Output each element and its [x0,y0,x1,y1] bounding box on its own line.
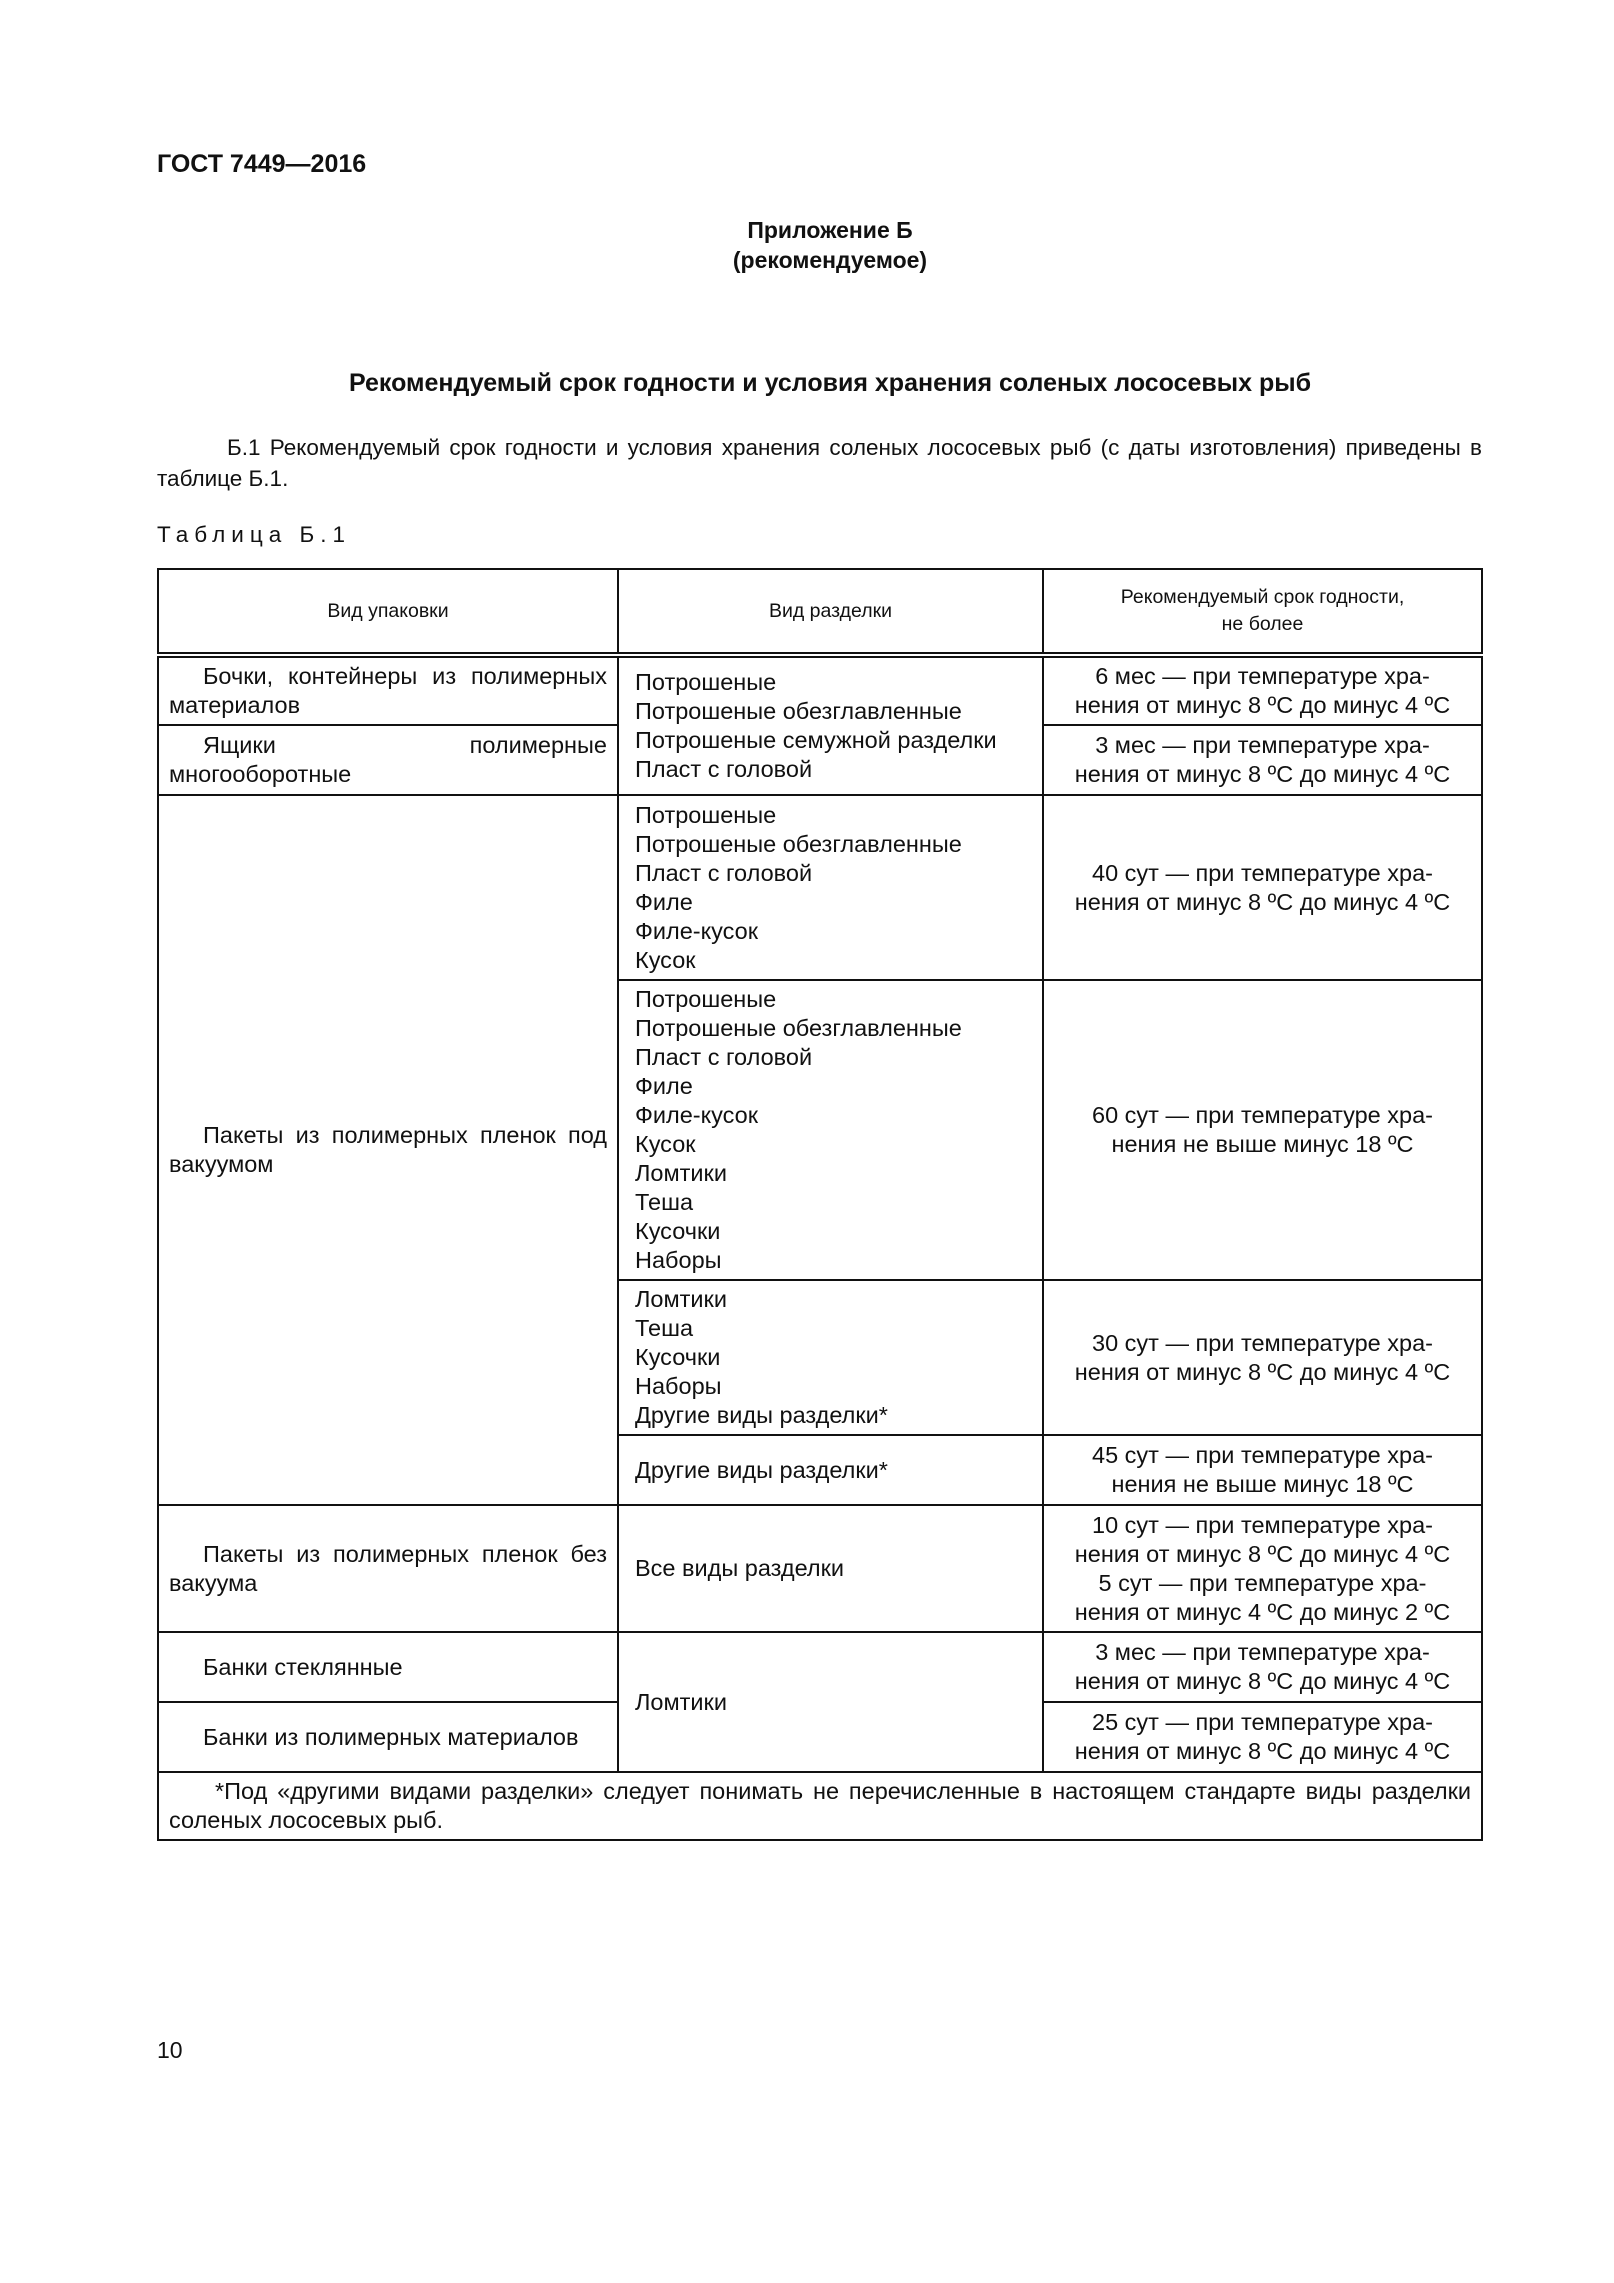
storage-table [157,568,1483,1841]
footnote-row [158,1772,1482,1840]
footnote: *Под «другими видами разделки» следует понимать не перечисленные в настоящем стандарте виды разделки соленых лососевых рыб. [158,1772,1482,1840]
cut-item: Филе [635,1073,693,1099]
cut-cell [618,1632,1043,1772]
cut-item: Кусочки [635,1344,721,1370]
cut-cell [618,655,1043,795]
cut-item: Потрошеные [635,986,777,1012]
cut-item: Потрошеные [635,801,777,828]
packaging-cell: Банки из полимерных материалов [158,1702,618,1772]
table-row [158,1505,1482,1632]
cut-cell [618,1505,1043,1632]
cut-item: Теша [635,1315,694,1341]
cut-item: Потрошеные обезглавленные [635,830,962,857]
term-line: 6 мес — при температуре хра- [1095,663,1430,689]
term-line: 30 сут — при температуре хра- [1092,1329,1433,1356]
header-term-line: не более [1221,613,1304,635]
cut-item: Все виды разделки [635,1555,845,1581]
packaging-cell: Банки стеклянные [158,1632,618,1702]
cut-cell [618,795,1043,980]
cut-item: Филе-кусок [635,1102,758,1128]
document-code: ГОСТ 7449—2016 [157,150,367,178]
appendix-title: Приложение Б [747,217,913,243]
intro-paragraph: Б.1 Рекомендуемый срок годности и условия хранения соленых лососевых рыб (с даты изготовления) приведены в таблице Б.1. [157,435,1482,491]
header-term-line: Рекомендуемый срок годности, [1120,586,1405,608]
term-cell [1043,725,1482,795]
cut-cell [618,1280,1043,1435]
cut-item: Потрошеные [635,669,777,695]
cut-item: Ломтики [635,1688,727,1715]
term-cell [1043,1632,1482,1702]
header-cut: Вид разделки [618,569,1043,655]
packaging-cell: Пакеты из полимерных пленок без вакуума [158,1505,618,1632]
term-line: нения от минус 8 ºС до минус 4 ºС [1074,1540,1451,1567]
term-cell [1043,1280,1482,1435]
header-term [1043,569,1482,655]
term-line: нения не выше минус 18 ºС [1111,1131,1414,1157]
cut-item: Теша [635,1189,694,1215]
term-cell [1043,980,1482,1280]
term-line: нения от минус 8 ºС до минус 4 ºС [1074,888,1451,915]
cut-item: Другие виды разделки* [635,1402,888,1428]
cut-item: Другие виды разделки* [635,1456,888,1483]
cut-item: Кусочки [635,1218,721,1244]
page-number: 10 [157,2037,183,2063]
cut-item: Кусок [635,946,696,973]
term-cell [1043,1435,1482,1505]
packaging-cell: Пакеты из полимерных пленок под вакуумом [158,795,618,1505]
table-row [158,1632,1482,1702]
term-line: 25 сут — при температуре хра- [1092,1709,1433,1735]
term-line: нения от минус 8 ºС до минус 4 ºС [1074,1358,1451,1385]
term-cell [1043,655,1482,725]
packaging-cell: Бочки, контейнеры из полимерных материалов [158,655,618,725]
term-line: 3 мес — при температуре хра- [1095,732,1430,758]
header-packaging: Вид упаковки [158,569,618,655]
term-line: 60 сут — при температуре хра- [1092,1102,1433,1128]
cut-item: Потрошеные обезглавленные [635,1015,962,1041]
cut-item: Кусок [635,1131,696,1157]
cut-item: Потрошеные обезглавленные [635,698,962,724]
term-line: 40 сут — при температуре хра- [1092,859,1433,886]
appendix-status: (рекомендуемое) [732,247,928,273]
term-line: нения от минус 8 ºС до минус 4 ºС [1074,692,1451,718]
table-row [158,655,1482,725]
term-line: 3 мес — при температуре хра- [1095,1639,1430,1665]
packaging-cell: Ящики полимерные многооборотные [158,725,618,795]
term-line: 45 сут — при температуре хра- [1092,1442,1433,1468]
cut-item: Филе [635,888,693,915]
cut-item: Пласт с головой [635,756,813,782]
cut-cell [618,980,1043,1280]
cut-item: Филе-кусок [635,917,758,944]
term-line: нения от минус 8 ºС до минус 4 ºС [1074,761,1451,787]
term-line: 10 сут — при температуре хра- [1092,1511,1433,1538]
cut-item: Потрошеные семужной разделки [635,727,997,753]
table-header-row [158,569,1482,655]
section-title: Рекомендуемый срок годности и условия хранения соленых лососевых рыб [348,369,1312,397]
cut-item: Ломтики [635,1160,727,1186]
term-line: нения от минус 4 ºС до минус 2 ºС [1074,1598,1451,1625]
term-cell [1043,795,1482,980]
table-row [158,795,1482,980]
cut-cell [618,1435,1043,1505]
term-cell [1043,1702,1482,1772]
cut-item: Наборы [635,1373,722,1399]
term-cell [1043,1505,1482,1632]
term-line: нения от минус 8 ºС до минус 4 ºС [1074,1738,1451,1764]
term-line: нения не выше минус 18 ºС [1111,1471,1414,1497]
cut-item: Ломтики [635,1286,727,1312]
cut-item: Пласт с головой [635,1044,813,1070]
term-line: 5 сут — при температуре хра- [1098,1569,1427,1596]
term-line: нения от минус 8 ºС до минус 4 ºС [1074,1668,1451,1694]
appendix-heading [0,215,1614,275]
table-caption: Таблица Б.1 [157,522,352,547]
cut-item: Пласт с головой [635,859,813,886]
cut-item: Наборы [635,1247,722,1273]
